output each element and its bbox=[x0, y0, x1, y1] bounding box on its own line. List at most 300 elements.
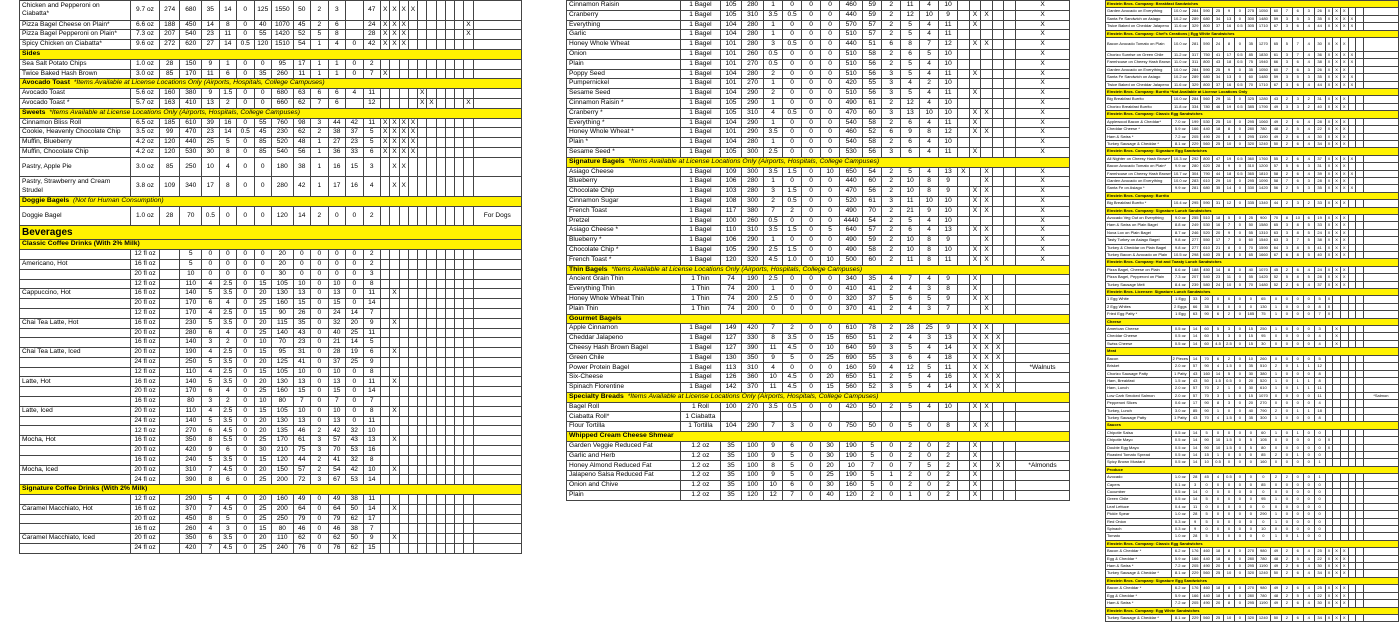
value-cell: 4 bbox=[920, 343, 939, 353]
value-cell: 60 bbox=[1245, 237, 1256, 244]
value-cell: 70 bbox=[1270, 214, 1281, 221]
value-cell bbox=[436, 259, 445, 269]
value-cell bbox=[992, 275, 1004, 285]
value-cell: 79 bbox=[293, 514, 310, 524]
value-cell bbox=[1356, 281, 1364, 288]
value-cell: 6 bbox=[202, 328, 219, 338]
value-cell: 16 bbox=[1213, 222, 1224, 229]
value-cell bbox=[1356, 38, 1364, 52]
value-cell: 440 bbox=[840, 40, 863, 50]
value-cell: 360 bbox=[742, 373, 764, 383]
value-cell: 0 bbox=[1224, 496, 1235, 503]
value-cell bbox=[1340, 503, 1348, 510]
value-cell bbox=[1363, 52, 1398, 59]
value-cell: 115 bbox=[271, 318, 293, 328]
value-cell: X bbox=[1340, 96, 1348, 103]
value-cell: 0 bbox=[802, 451, 821, 461]
value-cell: 0 bbox=[920, 422, 939, 432]
table-row bbox=[1106, 15, 1399, 22]
value-cell bbox=[159, 397, 180, 407]
value-cell bbox=[427, 446, 436, 456]
serving-size-cell: 1 Bagel bbox=[680, 98, 720, 108]
value-cell bbox=[408, 20, 417, 30]
value-cell: 4 bbox=[920, 98, 939, 108]
value-cell: 13 bbox=[202, 98, 219, 108]
value-cell bbox=[1004, 147, 1016, 157]
value-cell: 1 bbox=[328, 69, 345, 79]
table-row bbox=[20, 89, 522, 99]
value-cell: X bbox=[981, 402, 993, 412]
value-cell bbox=[436, 357, 445, 367]
value-cell bbox=[1356, 548, 1364, 555]
value-cell: 650 bbox=[840, 334, 863, 344]
value-cell bbox=[764, 412, 783, 422]
value-cell: 0 bbox=[1281, 377, 1292, 384]
value-cell bbox=[464, 269, 473, 279]
item-name-cell: Chipotle Salsa bbox=[1106, 429, 1172, 436]
value-cell: 10 bbox=[1292, 214, 1303, 221]
value-cell: 56 bbox=[863, 69, 882, 79]
value-cell: X bbox=[1333, 8, 1341, 15]
value-cell: 0 bbox=[920, 490, 939, 500]
value-cell bbox=[958, 373, 970, 383]
value-cell bbox=[436, 348, 445, 358]
value-cell: 0 bbox=[311, 387, 328, 397]
value-cell: 0 bbox=[1245, 481, 1256, 488]
value-cell: 8 bbox=[1224, 133, 1235, 140]
value-cell: 0.5 bbox=[1234, 81, 1245, 88]
table-row bbox=[1106, 526, 1399, 533]
value-cell: 166 bbox=[1190, 592, 1201, 599]
value-cell bbox=[1325, 511, 1333, 518]
value-cell: 3 bbox=[328, 1, 345, 21]
value-cell: 0 bbox=[821, 147, 840, 157]
value-cell: 28 bbox=[363, 30, 380, 40]
value-cell bbox=[1363, 214, 1398, 221]
value-cell: 31 bbox=[1314, 163, 1325, 170]
value-cell bbox=[1348, 229, 1356, 236]
value-cell bbox=[958, 343, 970, 353]
value-cell bbox=[445, 269, 454, 279]
value-cell: 229 bbox=[1190, 570, 1201, 577]
section-header-row bbox=[1106, 259, 1399, 266]
value-cell: 620 bbox=[180, 40, 202, 50]
value-cell bbox=[381, 397, 390, 407]
value-cell: 60 bbox=[1201, 333, 1213, 340]
value-cell: 4 bbox=[1303, 563, 1314, 570]
value-cell bbox=[1348, 444, 1356, 451]
table-row bbox=[1106, 414, 1399, 421]
value-cell bbox=[427, 377, 436, 387]
value-cell: 0 bbox=[802, 177, 821, 187]
value-cell: 510 bbox=[840, 49, 863, 59]
value-cell bbox=[473, 534, 522, 544]
value-cell: 0 bbox=[311, 250, 328, 260]
value-cell bbox=[427, 318, 436, 328]
value-cell bbox=[159, 308, 180, 318]
value-cell: 120 bbox=[742, 490, 764, 500]
serving-size-cell: 16 fl oz bbox=[131, 259, 160, 269]
value-cell: 51 bbox=[863, 334, 882, 344]
value-cell: 106 bbox=[720, 236, 741, 246]
value-cell: 117 bbox=[720, 206, 741, 216]
value-cell bbox=[408, 308, 417, 318]
value-cell: 610 bbox=[1201, 244, 1213, 251]
serving-size-cell: 1 Patty bbox=[1171, 414, 1190, 421]
value-cell: 0 bbox=[821, 20, 840, 30]
value-cell: 49 bbox=[293, 495, 310, 505]
table-row bbox=[567, 1, 1070, 11]
value-cell bbox=[1348, 503, 1356, 510]
value-cell: 0 bbox=[311, 524, 328, 534]
value-cell bbox=[1356, 496, 1364, 503]
value-cell: 6 bbox=[1292, 8, 1303, 15]
value-cell: 450 bbox=[1201, 266, 1213, 273]
value-cell: 300 bbox=[1245, 15, 1256, 22]
value-cell bbox=[427, 465, 436, 475]
value-cell: 0 bbox=[237, 318, 254, 328]
value-cell bbox=[1004, 226, 1016, 236]
value-cell bbox=[159, 465, 180, 475]
value-cell bbox=[1016, 353, 1070, 363]
value-cell: 3.5 bbox=[764, 226, 783, 236]
table-row bbox=[1106, 74, 1399, 81]
value-cell bbox=[1016, 412, 1070, 422]
serving-size-cell: 16 fl oz bbox=[131, 377, 160, 387]
value-cell: 3 bbox=[882, 79, 901, 89]
value-cell: 0 bbox=[1234, 311, 1245, 318]
value-cell: 295 bbox=[1190, 200, 1201, 207]
value-cell bbox=[381, 534, 390, 544]
value-cell: 30 bbox=[202, 147, 219, 157]
value-cell: 10 bbox=[821, 167, 840, 177]
value-cell bbox=[1325, 429, 1333, 436]
value-cell: 0 bbox=[237, 367, 254, 377]
value-cell: 0 bbox=[1314, 437, 1325, 444]
value-cell bbox=[445, 308, 454, 318]
serving-size-cell: 16 fl oz bbox=[131, 338, 160, 348]
value-cell bbox=[464, 465, 473, 475]
value-cell: 2 bbox=[901, 481, 920, 491]
value-cell bbox=[427, 397, 436, 407]
value-cell: 10 bbox=[293, 406, 310, 416]
value-cell bbox=[455, 465, 464, 475]
value-cell bbox=[418, 446, 427, 456]
table-row bbox=[567, 177, 1070, 187]
value-cell: 0 bbox=[311, 495, 328, 505]
value-cell: 15 bbox=[1245, 392, 1256, 399]
value-cell: 470 bbox=[180, 128, 202, 138]
value-cell: 5 bbox=[1201, 518, 1213, 525]
value-cell bbox=[399, 269, 408, 279]
value-cell: 0 bbox=[821, 236, 840, 246]
section-title-text: Classic Coffee Drinks (With 2% Milk) bbox=[22, 240, 140, 248]
serving-size-cell: 6.2 oz bbox=[1171, 548, 1190, 555]
value-cell: X bbox=[1348, 81, 1356, 88]
value-cell: 3 bbox=[219, 524, 236, 534]
value-cell: 0 bbox=[237, 59, 254, 69]
item-name-cell: Garlic bbox=[567, 30, 681, 40]
value-cell bbox=[455, 416, 464, 426]
value-cell: 62 bbox=[293, 534, 310, 544]
value-cell bbox=[958, 441, 970, 451]
value-cell bbox=[1348, 585, 1356, 592]
value-cell: 2 bbox=[863, 490, 882, 500]
value-cell bbox=[418, 118, 427, 128]
value-cell: 25 bbox=[1213, 66, 1224, 73]
value-cell: 0 bbox=[882, 461, 901, 471]
value-cell bbox=[1348, 474, 1356, 481]
value-cell: 4 bbox=[1303, 548, 1314, 555]
value-cell bbox=[390, 279, 399, 289]
value-cell: 3 bbox=[882, 343, 901, 353]
value-cell bbox=[840, 412, 863, 422]
serving-size-cell: 10.0 oz bbox=[1171, 177, 1190, 184]
value-cell: 1.5 bbox=[1224, 437, 1235, 444]
table-row bbox=[20, 157, 522, 177]
value-cell bbox=[1363, 614, 1398, 621]
value-cell bbox=[390, 495, 399, 505]
serving-size-cell: 20 fl oz bbox=[131, 446, 160, 456]
value-cell: 105 bbox=[271, 279, 293, 289]
value-cell bbox=[1356, 244, 1364, 251]
value-cell: X bbox=[1340, 600, 1348, 607]
value-cell bbox=[408, 98, 417, 108]
value-cell bbox=[981, 89, 993, 99]
serving-size-cell: 10.7 oz bbox=[1171, 170, 1190, 177]
item-name-cell: Spinach bbox=[1106, 526, 1172, 533]
value-cell: X bbox=[969, 226, 981, 236]
value-cell: 4 bbox=[920, 383, 939, 393]
value-cell: 13 bbox=[901, 108, 920, 118]
value-cell: 5 bbox=[1303, 244, 1314, 251]
value-cell: 1 bbox=[1292, 429, 1303, 436]
value-cell bbox=[1004, 10, 1016, 20]
value-cell: 7 bbox=[920, 40, 939, 50]
value-cell: X bbox=[1325, 185, 1333, 192]
serving-size-cell: 10.0 oz bbox=[1171, 8, 1190, 15]
value-cell: 14 bbox=[293, 206, 310, 226]
serving-size-cell: 0.5 oz bbox=[1171, 489, 1190, 496]
value-cell: 13 bbox=[328, 377, 345, 387]
value-cell: 1 bbox=[1303, 385, 1314, 392]
value-cell bbox=[436, 40, 445, 50]
value-cell: X bbox=[1016, 40, 1070, 50]
value-cell: 270 bbox=[1245, 585, 1256, 592]
value-cell bbox=[1356, 52, 1364, 59]
value-cell bbox=[418, 465, 427, 475]
value-cell: X bbox=[390, 534, 399, 544]
serving-size-cell: 1 Tortilla bbox=[680, 422, 720, 432]
value-cell bbox=[783, 412, 802, 422]
value-cell: 0 bbox=[1224, 533, 1235, 540]
value-cell: 8 bbox=[1314, 377, 1325, 384]
value-cell: 790 bbox=[1256, 407, 1270, 414]
value-cell: 57 bbox=[1190, 392, 1201, 399]
value-cell: 304 bbox=[1190, 170, 1201, 177]
value-cell: X bbox=[1333, 133, 1341, 140]
value-cell: X bbox=[418, 89, 427, 99]
section-title bbox=[1106, 148, 1399, 155]
value-cell bbox=[1356, 429, 1364, 436]
value-cell bbox=[1363, 96, 1398, 103]
value-cell: X bbox=[981, 343, 993, 353]
value-cell bbox=[427, 259, 436, 269]
value-cell bbox=[408, 406, 417, 416]
value-cell bbox=[399, 387, 408, 397]
value-cell bbox=[1356, 311, 1364, 318]
value-cell: X bbox=[1325, 585, 1333, 592]
value-cell bbox=[473, 514, 522, 524]
value-cell bbox=[1004, 98, 1016, 108]
value-cell: 8 bbox=[1292, 274, 1303, 281]
value-cell: 25 bbox=[254, 475, 271, 485]
serving-size-cell: 20 fl oz bbox=[131, 348, 160, 358]
value-cell: 5 bbox=[1292, 74, 1303, 81]
item-name-cell: Green Chile bbox=[567, 353, 681, 363]
value-cell: 17 bbox=[1213, 237, 1224, 244]
item-name-cell: 2 Egg Whites bbox=[1106, 303, 1172, 310]
section-header-row bbox=[1106, 577, 1399, 584]
value-cell: X bbox=[1333, 252, 1341, 259]
value-cell: 20 bbox=[346, 318, 363, 328]
value-cell: 283 bbox=[1190, 177, 1201, 184]
value-cell: 17 bbox=[1190, 400, 1201, 407]
value-cell: 2 bbox=[1281, 140, 1292, 147]
value-cell: 43 bbox=[1213, 59, 1224, 66]
value-cell: 0 bbox=[821, 10, 840, 20]
value-cell: 9 bbox=[1190, 518, 1201, 525]
value-cell: 105 bbox=[720, 108, 741, 118]
value-cell: 0 bbox=[1234, 38, 1245, 52]
value-cell: 3 bbox=[202, 397, 219, 407]
value-cell: 289 bbox=[1190, 15, 1201, 22]
value-cell: 2 bbox=[1281, 570, 1292, 577]
value-cell: 320 bbox=[840, 294, 863, 304]
value-cell: 205 bbox=[1190, 600, 1201, 607]
section-title-text: Einstein Bros. Company: Egg White Sandwiches bbox=[1107, 607, 1200, 613]
value-cell bbox=[1333, 526, 1341, 533]
value-cell bbox=[408, 367, 417, 377]
table-row bbox=[1106, 407, 1399, 414]
value-cell: 2 bbox=[1281, 555, 1292, 562]
value-cell: 0 bbox=[802, 363, 821, 373]
value-cell: 560 bbox=[840, 383, 863, 393]
value-cell: 19 bbox=[346, 348, 363, 358]
value-cell: 35 bbox=[720, 461, 741, 471]
value-cell: X bbox=[1325, 444, 1333, 451]
item-name-cell: Honey Whole Wheat Thin bbox=[567, 294, 681, 304]
value-cell: 58 bbox=[863, 245, 882, 255]
value-cell: 11 bbox=[901, 1, 920, 11]
value-cell: 329 bbox=[1190, 81, 1201, 88]
value-cell bbox=[455, 30, 464, 40]
value-cell bbox=[464, 177, 473, 197]
item-name-cell: Turkey Sausage Patty bbox=[1106, 414, 1172, 421]
value-cell: 33 bbox=[1314, 222, 1325, 229]
value-cell bbox=[464, 206, 473, 226]
serving-size-cell: 1.0 oz bbox=[131, 59, 160, 69]
table-row bbox=[1106, 474, 1399, 481]
value-cell: 95 bbox=[1256, 496, 1270, 503]
value-cell bbox=[1340, 333, 1348, 340]
value-cell bbox=[473, 69, 522, 79]
value-cell: 41 bbox=[863, 304, 882, 314]
value-cell bbox=[390, 328, 399, 338]
value-cell: X bbox=[969, 343, 981, 353]
value-cell: 0 bbox=[254, 259, 271, 269]
serving-size-cell: 10.2 oz bbox=[1171, 15, 1190, 22]
value-cell bbox=[464, 69, 473, 79]
value-cell: 4 bbox=[1213, 414, 1224, 421]
serving-size-cell: 5.7 oz bbox=[131, 98, 160, 108]
table-row bbox=[1106, 363, 1399, 370]
value-cell: 14 bbox=[1224, 185, 1235, 192]
value-cell: 6 bbox=[901, 147, 920, 157]
value-cell: 1 bbox=[1292, 533, 1303, 540]
value-cell: X bbox=[1016, 138, 1070, 148]
value-cell: 560 bbox=[1201, 96, 1213, 103]
value-cell: 9 bbox=[363, 357, 380, 367]
value-cell: 0.5 bbox=[1234, 23, 1245, 30]
value-cell bbox=[992, 196, 1004, 206]
value-cell: X bbox=[1016, 49, 1070, 59]
value-cell: 1 bbox=[1270, 377, 1281, 384]
value-cell: 3.5 bbox=[764, 10, 783, 20]
value-cell: 2 bbox=[939, 441, 958, 451]
value-cell: 50 bbox=[1270, 614, 1281, 621]
value-cell: 30 bbox=[1314, 38, 1325, 52]
value-cell: 120 bbox=[159, 138, 180, 148]
value-cell: X bbox=[969, 383, 981, 393]
value-cell: 163 bbox=[159, 98, 180, 108]
value-cell bbox=[436, 98, 445, 108]
value-cell: X bbox=[969, 196, 981, 206]
section-header-row bbox=[1106, 148, 1399, 155]
value-cell: 277 bbox=[1190, 237, 1201, 244]
value-cell bbox=[969, 138, 981, 148]
value-cell: 10 bbox=[939, 216, 958, 226]
value-cell bbox=[455, 338, 464, 348]
serving-size-cell: 1 Bagel bbox=[680, 59, 720, 69]
value-cell bbox=[159, 289, 180, 299]
value-cell bbox=[445, 128, 454, 138]
value-cell bbox=[969, 412, 981, 422]
value-cell: 135 bbox=[271, 426, 293, 436]
value-cell bbox=[455, 446, 464, 456]
value-cell: 0 bbox=[237, 544, 254, 554]
serving-size-cell: 20 fl oz bbox=[131, 387, 160, 397]
table-row bbox=[1106, 489, 1399, 496]
value-cell: 41 bbox=[1213, 52, 1224, 59]
value-cell: 49 bbox=[1270, 548, 1281, 555]
value-cell: 0 bbox=[1234, 126, 1245, 133]
value-cell: 0 bbox=[1281, 437, 1292, 444]
value-cell: 10 bbox=[202, 157, 219, 177]
value-cell bbox=[436, 416, 445, 426]
value-cell bbox=[981, 490, 993, 500]
section-header-row bbox=[20, 49, 522, 59]
value-cell: 280 bbox=[742, 40, 764, 50]
value-cell: 2 bbox=[1270, 474, 1281, 481]
value-cell: 305 bbox=[1245, 23, 1256, 30]
value-cell: 14 bbox=[1190, 451, 1201, 458]
value-cell: 6 bbox=[202, 534, 219, 544]
value-cell: 0 bbox=[1224, 459, 1235, 466]
serving-size-cell: 1 Bagel bbox=[680, 353, 720, 363]
value-cell: 3.5 bbox=[219, 357, 236, 367]
value-cell: 2 bbox=[219, 397, 236, 407]
